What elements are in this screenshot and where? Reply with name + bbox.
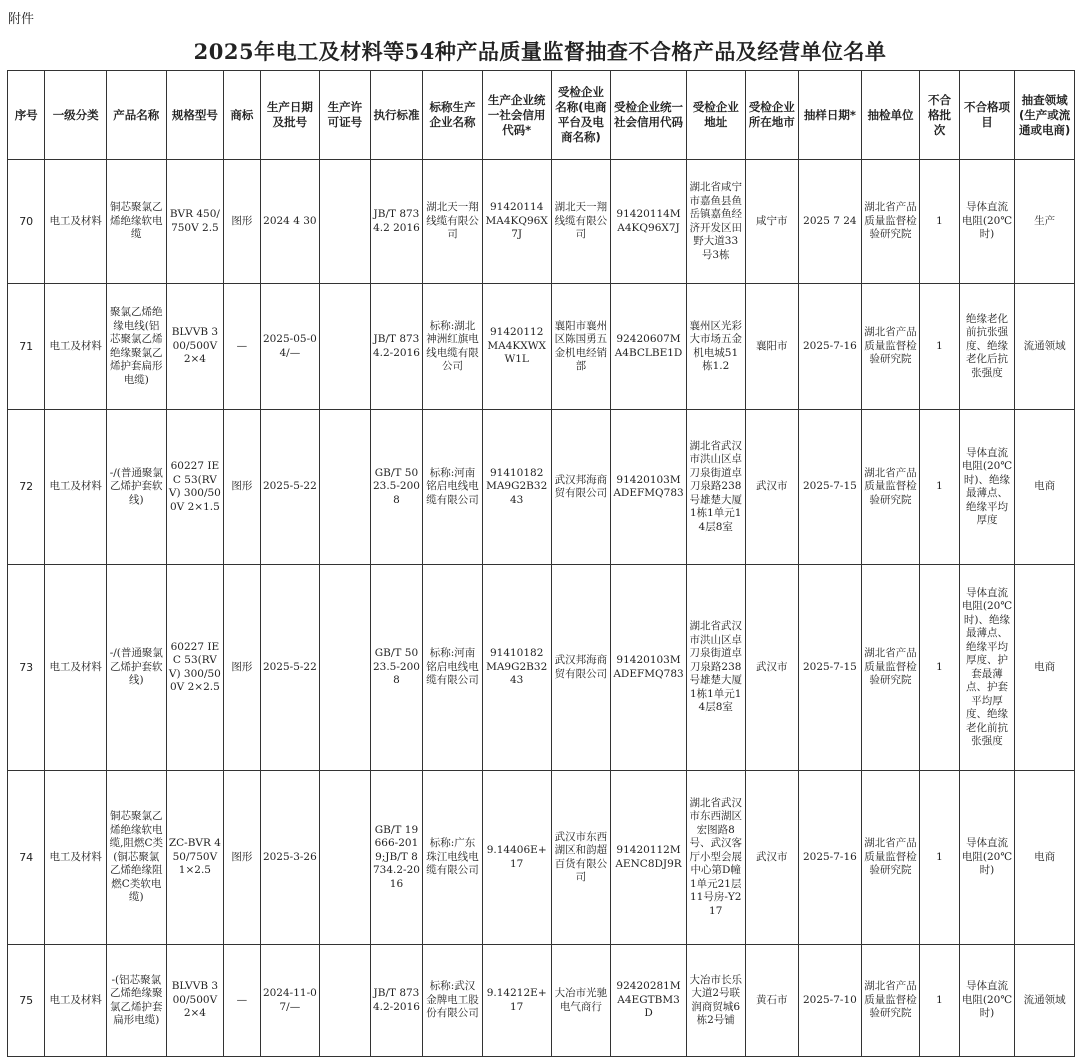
- column-header: 产品名称: [107, 71, 167, 160]
- column-header: 不合格项目: [959, 71, 1015, 160]
- table-row: [8, 410, 1075, 565]
- table-cell: 91420112MAENC8DJ9R: [611, 771, 687, 945]
- table-cell: [320, 945, 371, 1057]
- table-cell: 武汉邦海商贸有限公司: [551, 565, 611, 771]
- table-cell: 湖北省武汉市洪山区卓刀泉街道卓刀泉路238号雄楚大厦1栋1单元14层8室: [686, 410, 745, 565]
- table-cell: 73: [8, 565, 45, 771]
- table-cell: 湖北省武汉市洪山区卓刀泉街道卓刀泉路238号雄楚大厦1栋1单元14层8室: [686, 565, 745, 771]
- table-cell: —: [224, 284, 260, 410]
- table-cell: 湖北天一翔线缆有限公司: [551, 160, 611, 284]
- table-cell: 电工及材料: [45, 945, 107, 1057]
- table-cell: 电工及材料: [45, 410, 107, 565]
- table-cell: 图形: [224, 771, 260, 945]
- table-cell: 标称:武汉金牌电工股份有限公司: [423, 945, 483, 1057]
- table-cell: 导体直流电阻(20℃时): [959, 771, 1015, 945]
- table-cell: 襄州区光彩大市场五金机电城51栋1.2: [686, 284, 745, 410]
- table-cell: 湖北省产品质量监督检验研究院: [861, 160, 920, 284]
- table-cell: 91410182MA9G2B3243: [482, 410, 551, 565]
- table-cell: BLVVB 300/500V 2×4: [166, 284, 224, 410]
- table-cell: 大冶市光驰电气商行: [551, 945, 611, 1057]
- table-cell: 92420607MA4BCLBE1D: [611, 284, 687, 410]
- column-header: 序号: [8, 71, 45, 160]
- table-cell: 9.14212E+17: [482, 945, 551, 1057]
- table-cell: 武汉市: [745, 410, 799, 565]
- table-cell: 襄阳市: [745, 284, 799, 410]
- table-cell: 湖北省产品质量监督检验研究院: [861, 284, 920, 410]
- table-cell: 1: [920, 771, 959, 945]
- column-header: 受检企业所在地市: [745, 71, 799, 160]
- table-cell: 72: [8, 410, 45, 565]
- table-cell: [320, 771, 371, 945]
- table-cell: GB/T 5023.5-2008: [370, 565, 423, 771]
- table-cell: 电工及材料: [45, 565, 107, 771]
- table-cell: ZC-BVR 450/750V 1×2.5: [166, 771, 224, 945]
- table-row: [8, 565, 1075, 771]
- table-cell: —: [224, 945, 260, 1057]
- table-cell: JB/T 8734.2-2016: [370, 284, 423, 410]
- table-cell: 生产: [1015, 160, 1075, 284]
- table-cell: 流通领域: [1015, 284, 1075, 410]
- table-cell: [320, 565, 371, 771]
- column-header: 规格型号: [166, 71, 224, 160]
- table-cell: 湖北省武汉市东西湖区宏图路8号、武汉客厅小型会展中心第D幢1单元21层11号房-Y217: [686, 771, 745, 945]
- table-cell: 咸宁市: [745, 160, 799, 284]
- table-cell: 74: [8, 771, 45, 945]
- table-cell: 91410182MA9G2B3243: [482, 565, 551, 771]
- table-cell: 91420103MADEFMQ783: [611, 410, 687, 565]
- table-row: [8, 771, 1075, 945]
- table-cell: BLVVB 300/500V 2×4: [166, 945, 224, 1057]
- table-cell: 91420114MA4KQ96X7J: [482, 160, 551, 284]
- table-cell: 导体直流电阻(20℃时)、绝缘最薄点、绝缘平均厚度: [959, 410, 1015, 565]
- table-cell: 标称:河南铭启电线电缆有限公司: [423, 565, 483, 771]
- table-cell: 1: [920, 410, 959, 565]
- table-cell: 91420103MADEFMQ783: [611, 565, 687, 771]
- table-cell: 2025-05-04/—: [260, 284, 320, 410]
- table-cell: 襄阳市襄州区陈国勇五金机电经销部: [551, 284, 611, 410]
- column-header: 抽样日期*: [799, 71, 862, 160]
- results-table: [7, 70, 1075, 1057]
- table-cell: 导体直流电阻(20℃时): [959, 945, 1015, 1057]
- table-cell: 大冶市长乐大道2号联润商贸城6栋2号铺: [686, 945, 745, 1057]
- table-cell: 导体直流电阻(20℃时)、绝缘最薄点、绝缘平均厚度、护套最薄点、护套平均厚度、绝缘老化前抗张强度: [959, 565, 1015, 771]
- table-cell: 图形: [224, 410, 260, 565]
- column-header: 执行标准: [370, 71, 423, 160]
- column-header: 标称生产企业名称: [423, 71, 483, 160]
- column-header: 抽检单位: [861, 71, 920, 160]
- column-header: 生产许可证号: [320, 71, 371, 160]
- table-cell: -/(普通聚氯乙烯护套软线): [107, 410, 167, 565]
- table-row: [8, 160, 1075, 284]
- column-header: 受检企业统一社会信用代码: [611, 71, 687, 160]
- table-cell: 导体直流电阻(20℃时): [959, 160, 1015, 284]
- table-cell: 电商: [1015, 565, 1075, 771]
- table-cell: 92420281MA4EGTBM3D: [611, 945, 687, 1057]
- table-cell: 1: [920, 284, 959, 410]
- table-cell: 标称:河南铭启电线电缆有限公司: [423, 410, 483, 565]
- table-cell: 91420112MA4KXWXW1L: [482, 284, 551, 410]
- page-title: 2025年电工及材料等54种产品质量监督抽查不合格产品及经营单位名单: [193, 39, 887, 64]
- table-cell: 湖北省产品质量监督检验研究院: [861, 771, 920, 945]
- table-cell: 铜芯聚氯乙烯绝缘软电缆: [107, 160, 167, 284]
- column-header: 不合格批次: [920, 71, 959, 160]
- table-cell: BVR 450/750V 2.5: [166, 160, 224, 284]
- column-header: 受检企业名称(电商平台及电商名称): [551, 71, 611, 160]
- attachment-label: 附件: [8, 12, 35, 27]
- table-cell: 71: [8, 284, 45, 410]
- table-cell: 2024 4 30: [260, 160, 320, 284]
- table-cell: JB/T 8734.2 2016: [370, 160, 423, 284]
- table-row: [8, 284, 1075, 410]
- table-cell: 标称:湖北神洲红旗电线电缆有限公司: [423, 284, 483, 410]
- table-cell: 标称:广东珠江电线电缆有限公司: [423, 771, 483, 945]
- table-cell: [320, 160, 371, 284]
- table-cell: 黄石市: [745, 945, 799, 1057]
- table-cell: 铜芯聚氯乙烯绝缘软电缆,阻燃C类(铜芯聚氯乙烯绝缘阻燃C类软电缆): [107, 771, 167, 945]
- table-cell: 武汉邦海商贸有限公司: [551, 410, 611, 565]
- table-cell: 电商: [1015, 771, 1075, 945]
- table-cell: 2025-7-10: [799, 945, 862, 1057]
- table-cell: 2025-7-15: [799, 410, 862, 565]
- table-cell: 60227 IEC 53(RVV) 300/500V 2×1.5: [166, 410, 224, 565]
- table-cell: GB/T 19666-2019;JB/T 8734.2-2016: [370, 771, 423, 945]
- table-cell: 9.14406E+17: [482, 771, 551, 945]
- table-cell: 武汉市: [745, 565, 799, 771]
- column-header: 生产日期及批号: [260, 71, 320, 160]
- table-cell: 1: [920, 565, 959, 771]
- table-cell: 武汉市: [745, 771, 799, 945]
- column-header: 受检企业地址: [686, 71, 745, 160]
- table-cell: 电工及材料: [45, 160, 107, 284]
- table-cell: 2025-5-22: [260, 410, 320, 565]
- table-cell: 2025-7-16: [799, 771, 862, 945]
- table-cell: 60227 IEC 53(RVV) 300/500V 2×2.5: [166, 565, 224, 771]
- table-cell: 2025-3-26: [260, 771, 320, 945]
- table-cell: 1: [920, 945, 959, 1057]
- table-cell: 电工及材料: [45, 284, 107, 410]
- table-header-row: [8, 71, 1075, 160]
- table-cell: [320, 284, 371, 410]
- table-cell: JB/T 8734.2-2016: [370, 945, 423, 1057]
- table-cell: 绝缘老化前抗张强度、绝缘老化后抗张强度: [959, 284, 1015, 410]
- table-cell: GB/T 5023.5-2008: [370, 410, 423, 565]
- table-cell: 2025-7-15: [799, 565, 862, 771]
- table-cell: 1: [920, 160, 959, 284]
- table-cell: 图形: [224, 565, 260, 771]
- table-cell: [320, 410, 371, 565]
- table-cell: 75: [8, 945, 45, 1057]
- column-header: 抽查领域(生产或流通或电商): [1015, 71, 1075, 160]
- table-cell: 湖北省产品质量监督检验研究院: [861, 565, 920, 771]
- table-cell: 武汉市东西湖区和韵超百货有限公司: [551, 771, 611, 945]
- table-cell: 2025 7 24: [799, 160, 862, 284]
- table-cell: 流通领域: [1015, 945, 1075, 1057]
- column-header: 商标: [224, 71, 260, 160]
- table-cell: 70: [8, 160, 45, 284]
- table-cell: -(铝芯聚氯乙烯绝缘聚氯乙烯护套扁形电缆): [107, 945, 167, 1057]
- table-cell: -/(普通聚氯乙烯护套软线): [107, 565, 167, 771]
- table-cell: 图形: [224, 160, 260, 284]
- table-cell: 电工及材料: [45, 771, 107, 945]
- column-header: 一级分类: [45, 71, 107, 160]
- table-cell: 湖北省咸宁市嘉鱼县鱼岳镇嘉鱼经济开发区田野大道33号3栋: [686, 160, 745, 284]
- table-cell: 91420114MA4KQ96X7J: [611, 160, 687, 284]
- column-header: 生产企业统一社会信用代码*: [482, 71, 551, 160]
- table-cell: 2024-11-07/—: [260, 945, 320, 1057]
- table-cell: 电商: [1015, 410, 1075, 565]
- table-cell: 2025-5-22: [260, 565, 320, 771]
- table-cell: 湖北省产品质量监督检验研究院: [861, 410, 920, 565]
- table-cell: 2025-7-16: [799, 284, 862, 410]
- table-cell: 湖北省产品质量监督检验研究院: [861, 945, 920, 1057]
- table-row: [8, 945, 1075, 1057]
- table-cell: 湖北天一翔线缆有限公司: [423, 160, 483, 284]
- table-cell: 聚氯乙烯绝缘电线(铝芯聚氯乙烯绝缘聚氯乙烯护套扁形电缆): [107, 284, 167, 410]
